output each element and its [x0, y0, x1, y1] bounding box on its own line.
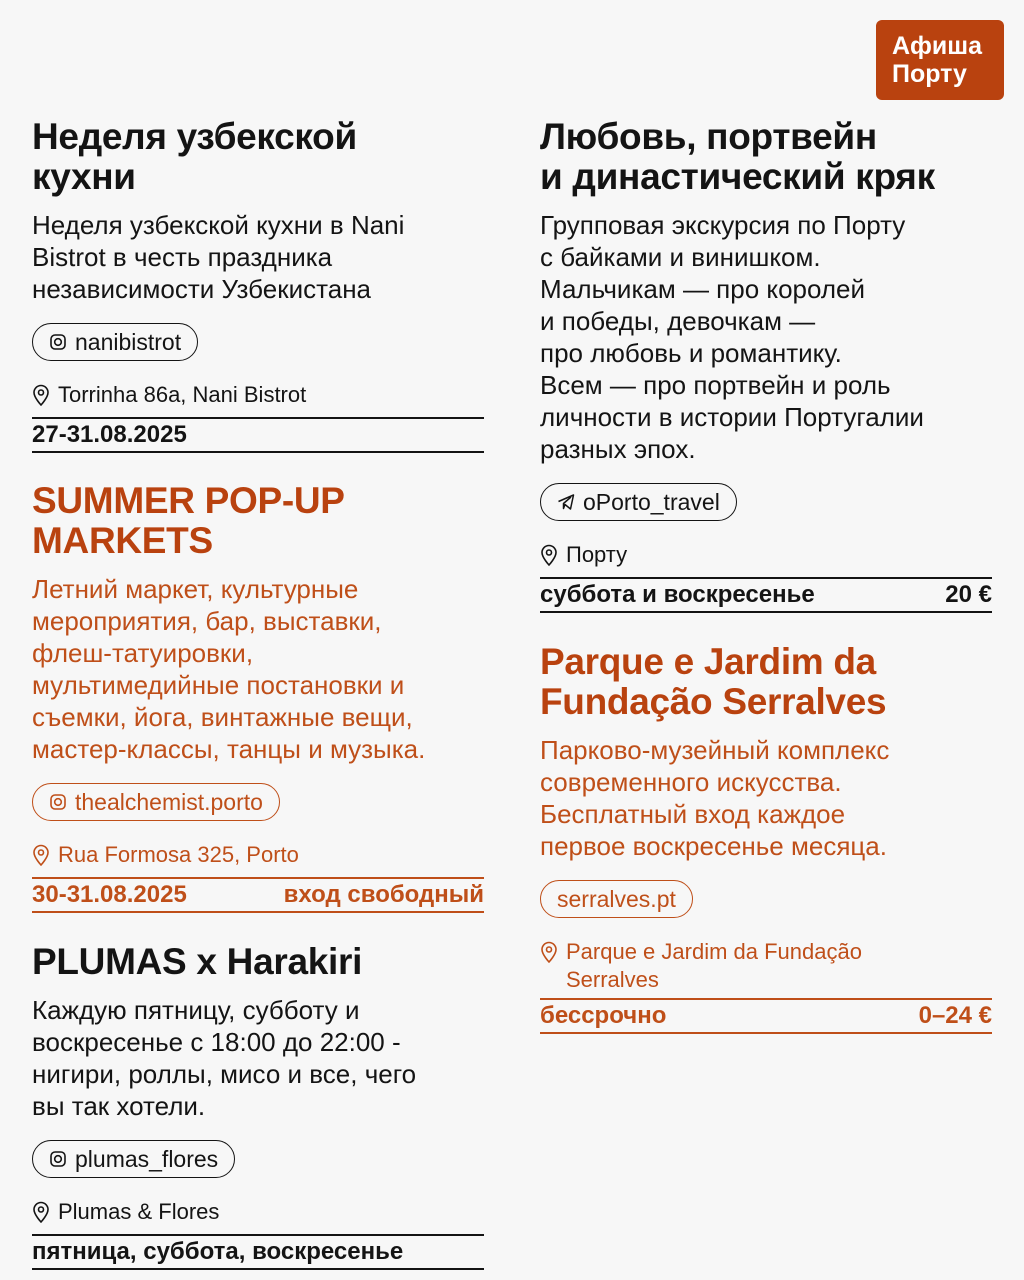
event-footer	[32, 1234, 484, 1270]
event-location-text: Torrinha 86a, Nani Bistrot	[58, 382, 307, 407]
event-date: 30-31.08.2025	[32, 881, 187, 908]
map-pin-icon	[32, 1198, 50, 1230]
event-date: суббота и воскресенье	[540, 581, 815, 608]
instagram-icon	[49, 1150, 67, 1168]
map-pin-icon	[540, 938, 558, 970]
map-pin-icon	[32, 381, 50, 413]
event-link-label: nanibistrot	[75, 328, 182, 355]
event-date: пятница, суббота, воскресенье	[32, 1238, 404, 1265]
event-card	[32, 481, 484, 913]
event-description: Неделя узбекской кухни в Nani Bistrot в честь праздника независимости Узбекистана	[32, 210, 405, 304]
instagram-icon	[49, 793, 67, 811]
event-location-text: Parque e Jardim da Fundação Serralves	[566, 939, 862, 992]
event-location	[32, 841, 484, 873]
event-footer	[32, 877, 484, 913]
event-price: 0–24 €	[918, 1002, 992, 1029]
event-card	[540, 642, 992, 1034]
event-description: Летний маркет, культурные мероприятия, бар, выставки, флеш-татуировки, мультимедийные постановки и съемки, йога, винтажные вещи, мастер-классы, танцы и музыка.	[32, 574, 426, 764]
event-description: Каждую пятницу, субботу и воскресенье с 18:00 до 22:00 - нигири, роллы, мисо и все, чего вы так хотели.	[32, 995, 417, 1121]
event-card	[32, 942, 484, 1270]
event-title: Parque e Jardim da Fundação Serralves	[540, 641, 887, 722]
event-location-text: Порту	[566, 542, 628, 567]
map-pin-icon	[540, 541, 558, 573]
event-date: 27-31.08.2025	[32, 421, 187, 448]
event-location	[32, 381, 484, 413]
event-description: Групповая экскурсия по Порту с байками и винишком. Мальчикам — про королей и победы, девочкам — про любовь и романтику. Всем — про портвейн и роль личности в истории Португалии разных эпох.	[540, 210, 924, 464]
event-title: SUMMER POP-UP MARKETS	[32, 480, 345, 561]
afisha-porto-logo: Афиша Порту	[876, 20, 1004, 100]
event-location	[540, 938, 992, 994]
event-link-button[interactable]	[32, 323, 198, 361]
event-title: PLUMAS x Harakiri	[32, 941, 363, 982]
event-location-text: Rua Formosa 325, Porto	[58, 842, 299, 867]
event-description: Парково-музейный комплекс современного искусства. Бесплатный вход каждое первое воскресенье месяца.	[540, 735, 890, 861]
event-title: Неделя узбекской кухни	[32, 116, 357, 197]
event-link-button[interactable]	[32, 1140, 235, 1178]
event-price: вход свободный	[283, 881, 484, 908]
event-footer	[32, 417, 484, 453]
instagram-icon	[49, 333, 67, 351]
event-link-button[interactable]	[540, 483, 737, 521]
event-location	[32, 1198, 484, 1230]
event-footer	[540, 998, 992, 1034]
map-pin-icon	[32, 841, 50, 873]
event-link-label: serralves.pt	[557, 885, 676, 912]
event-date: бессрочно	[540, 1002, 667, 1029]
event-link-button[interactable]	[32, 783, 280, 821]
event-link-button[interactable]	[540, 880, 693, 918]
telegram-icon	[557, 493, 575, 511]
event-link-label: thealchemist.porto	[75, 788, 263, 815]
event-location	[540, 541, 992, 573]
event-card	[32, 117, 484, 453]
event-link-label: oPorto_travel	[583, 488, 720, 515]
event-card	[540, 117, 992, 613]
event-link-label: plumas_flores	[75, 1145, 219, 1172]
event-location-text: Plumas & Flores	[58, 1199, 220, 1224]
event-price: 20 €	[945, 581, 992, 608]
event-footer	[540, 577, 992, 613]
event-title: Любовь, портвейн и династический кряк	[540, 116, 935, 197]
